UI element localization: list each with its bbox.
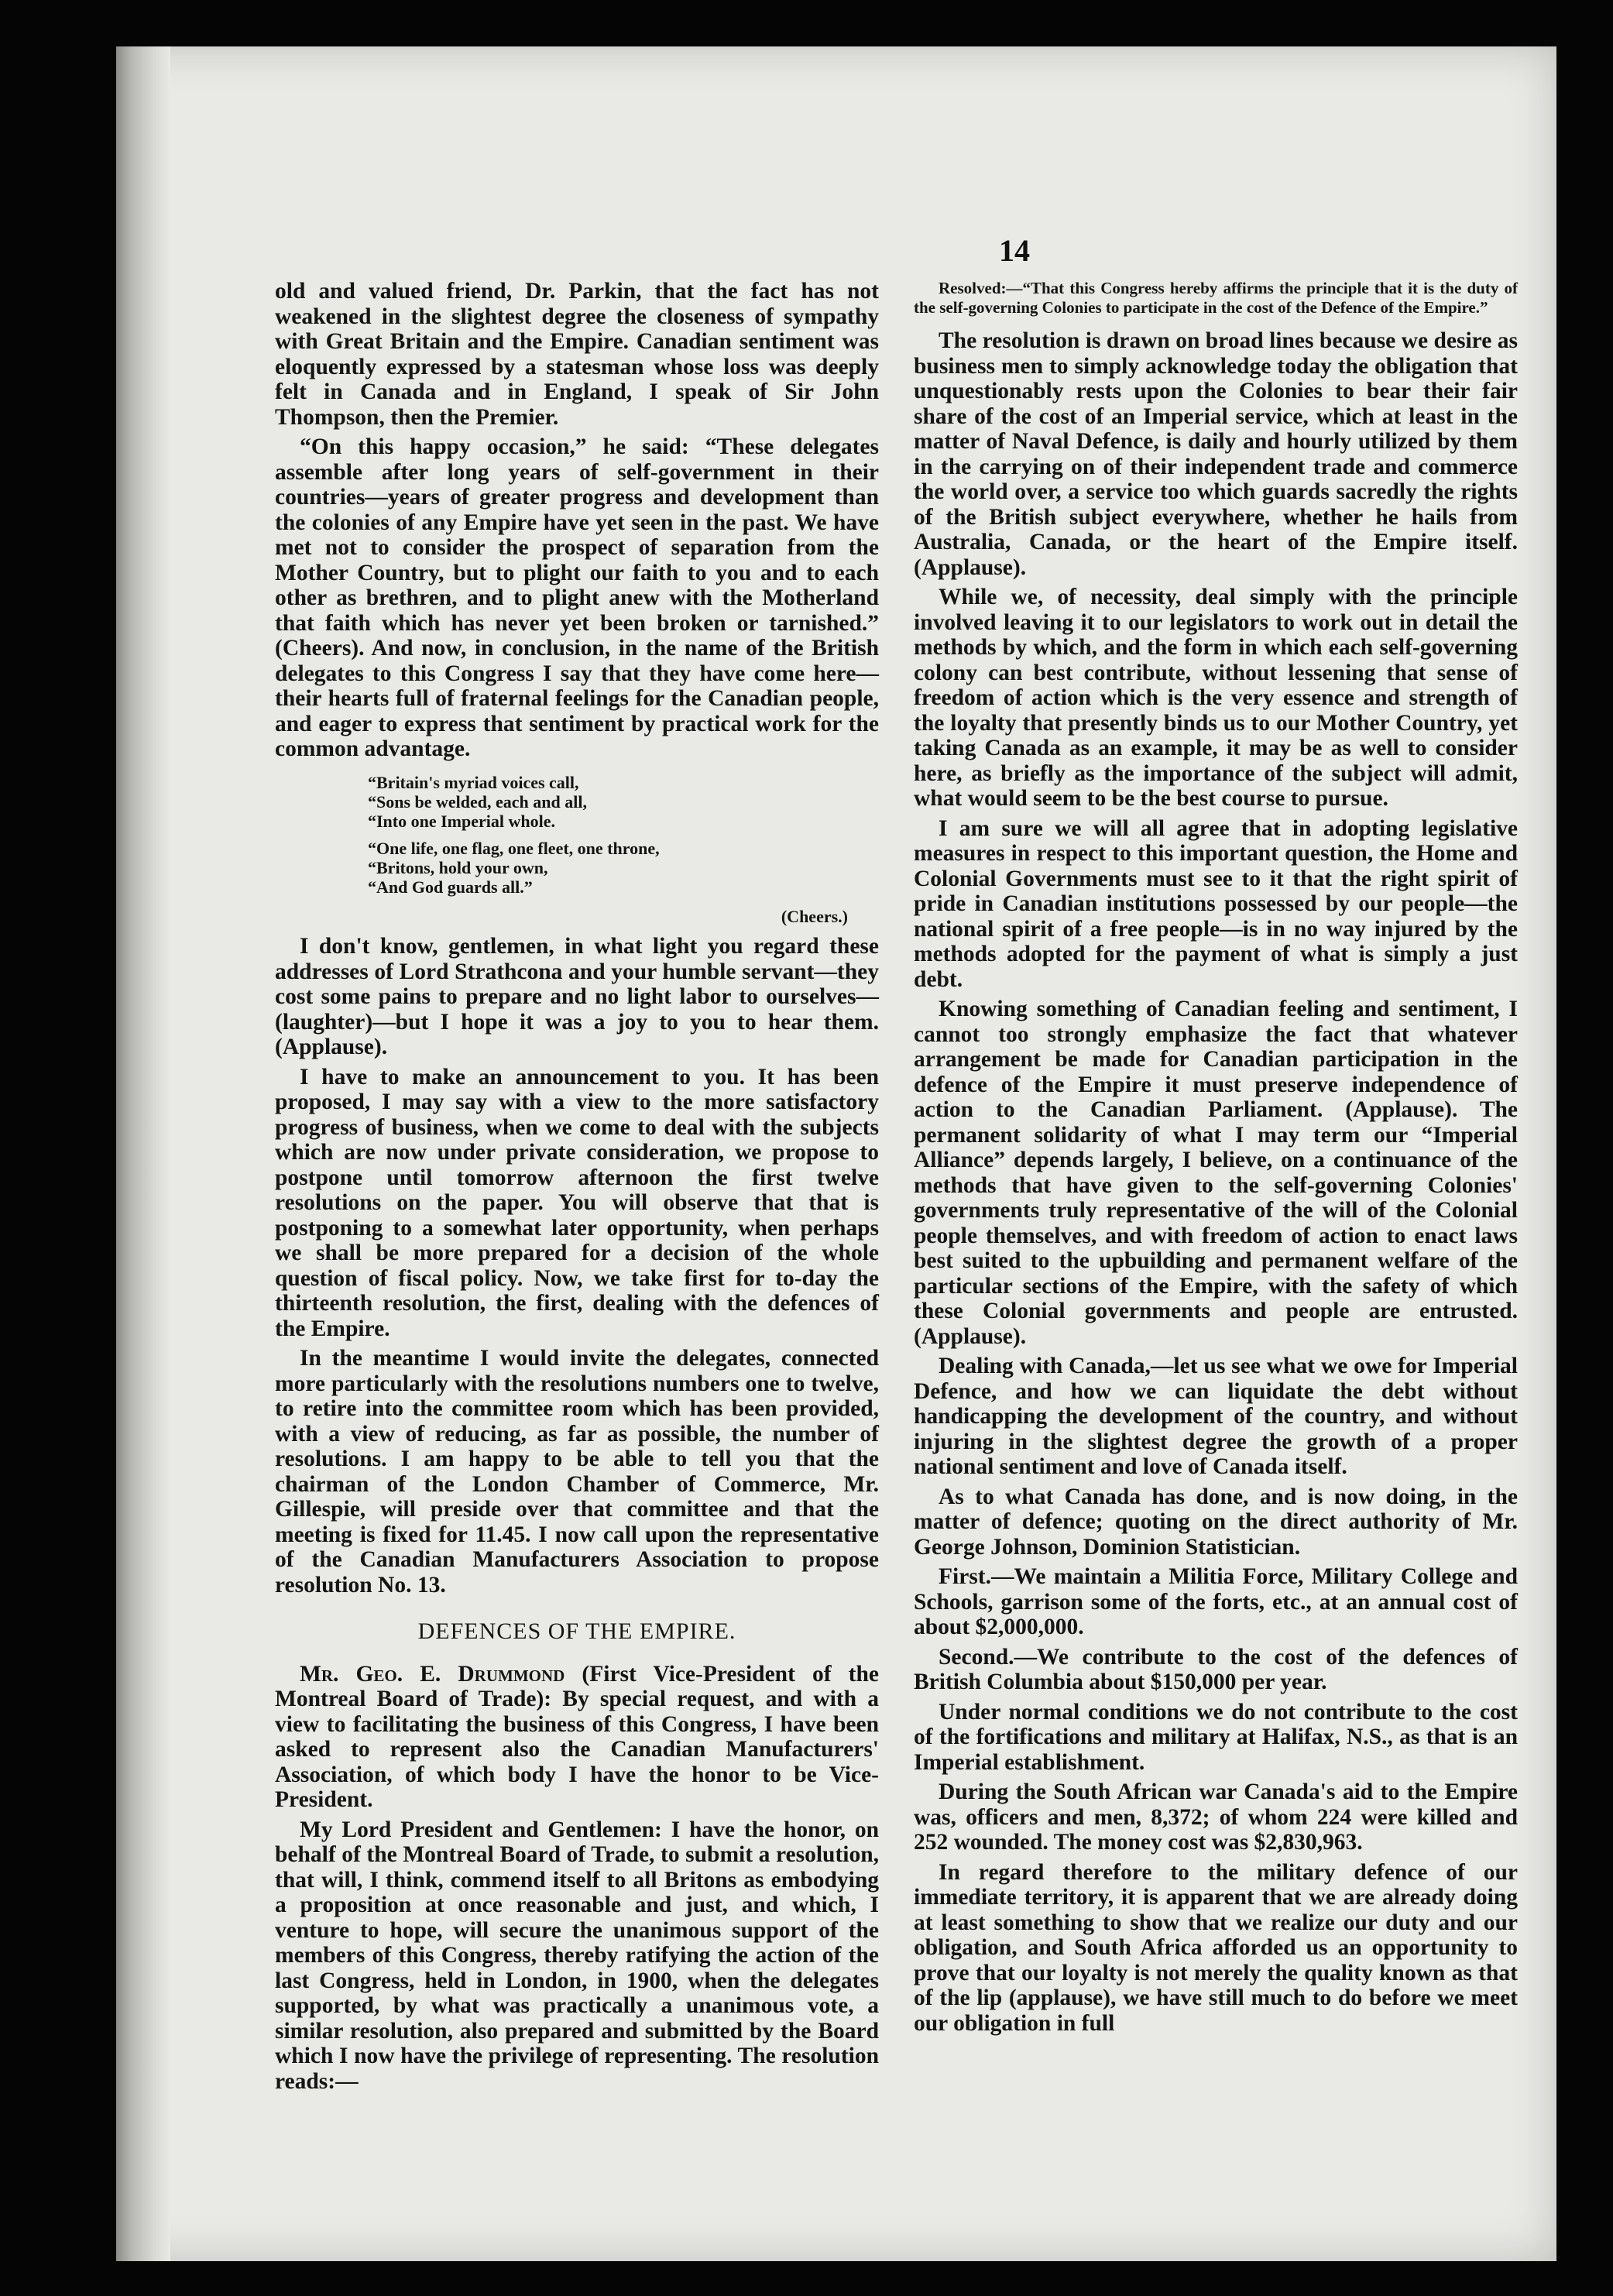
paragraph: Second.—We contribute to the cost of the defences of British Columbia about $150,000 per year.	[914, 1644, 1518, 1694]
page-number: 14	[999, 233, 1030, 268]
poem-line: “Into one Imperial whole.	[368, 811, 555, 831]
scanned-page	[116, 46, 1556, 2261]
paragraph: As to what Canada has done, and is now doing, in the matter of defence; quoting on the direct authority of Mr. George Johnson, Dominion Statistician.	[914, 1484, 1518, 1560]
poem-quote	[368, 773, 879, 897]
paragraph: Dealing with Canada,—let us see what we owe for Imperial Defence, and how we can liquidate the debt without handicapping the development of the country, and without injuring in the slightest degree the growth of a proper national sentiment and love of Canada itself.	[914, 1354, 1518, 1479]
poem-line: “Britain's myriad voices call,	[368, 772, 579, 792]
paragraph: In regard therefore to the military defence of our immediate territory, it is apparent that we are already doing at least something to show that we realize our duty and our obligation, and South Africa afforded us an opportunity to prove that our loyalty is not merely the quality known as that of the lip (applause), we have still much to do before we meet our obligation in full	[914, 1859, 1518, 2036]
paragraph: Under normal conditions we do not contribute to the cost of the fortifications and military at Halifax, N.S., as that is an Imperial establishment.	[914, 1699, 1518, 1775]
poem-line: “One life, one flag, one fleet, one throne,	[368, 838, 660, 858]
page-binding-shadow	[116, 46, 170, 2261]
right-column	[914, 279, 1518, 2040]
paragraph: While we, of necessity, deal simply with the principle involved leaving it to our legislators to work out in detail the methods by which, and the form in which each self-governing colony can best contribute, without lessening that sense of freedom of action which is the very essence and strength of the loyalty that presently binds us to our Mother Country, yet taking Canada as an example, it may be as well to consider here, as briefly as the importance of the subject will admit, what would seem to be the best course to pursue.	[914, 585, 1518, 811]
paragraph	[275, 1662, 879, 1813]
paragraph: The resolution is drawn on broad lines because we desire as business men to simply acknowledge today the obligation that unquestionably rests upon the Colonies to bear their fair share of the cost of an Imperial service, which at least in the matter of Naval Defence, is daily and hourly utilized by them in the carrying on of their independent trade and commerce the world over, a service too which guards sacredly the rights of the British subject everywhere, whether he hails from Australia, Canada, or the heart of the Empire itself. (Applause).	[914, 328, 1518, 580]
paragraph: old and valued friend, Dr. Parkin, that the fact has not weakened in the slightest degree the closeness of sympathy with Great Britain and the Empire. Canadian sentiment was eloquently expressed by a statesman whose loss was deeply felt in Canada and in England, I speak of Sir John Thompson, then the Premier.	[275, 279, 879, 430]
poem-stanza	[368, 773, 879, 831]
left-column	[275, 279, 879, 2099]
poem-line: “Britons, hold your own,	[368, 857, 548, 877]
paragraph: Knowing something of Canadian feeling and sentiment, I cannot too strongly emphasize the fact that whatever arrangement be made for Canadian participation in the defence of the Empire it must preserve independence of action to the Canadian Parliament. (Applause). The permanent solidarity of what I may term our “Imperial Alliance” depends largely, I believe, on a continuance of the methods that have given to the self-governing Colonies' governments truly representative of the will of the Colonial people themselves, and with freedom of action to enact laws best suited to the upbuilding and permanent welfare of the particular sections of the Empire, with the safety of which these Colonial governments and people are entrusted. (Applause).	[914, 997, 1518, 1349]
poem-line: “And God guards all.”	[368, 877, 533, 897]
speaker-name: Mr. Geo. E. Drummond	[300, 1661, 565, 1687]
paragraph: First.—We maintain a Militia Force, Military College and Schools, garrison some of the forts, etc., at an annual cost of about $2,000,000.	[914, 1564, 1518, 1639]
paragraph: In the meantime I would invite the delegates, connected more particularly with the resolutions numbers one to twelve, to retire into the committee room which has been provided, with a view of reducing, as far as possible, the number of resolutions. I am happy to be able to tell you that the chairman of the London Chamber of Commerce, Mr. Gillespie, will preside over that committee and that the meeting is fixed for 11.45. I now call upon the representative of the Canadian Manufacturers Association to propose resolution No. 13.	[275, 1346, 879, 1598]
paragraph-text: (First Vice-President of the Montreal Board of Trade): By special request, and with a view to facilitating the business of this Congress, I have been asked to represent also the Canadian Manufacturers' Association, of which body I have the honor to be Vice-President.	[275, 1661, 879, 1812]
paragraph: I have to make an announcement to you. It has been proposed, I may say with a view to the more satisfactory progress of business, when we come to deal with the subjects which are now under private consideration, we propose to postpone until tomorrow afternoon the first twelve resolutions on the paper. You will observe that that is postponing to a somewhat later opportunity, when perhaps we shall be more prepared for a decision of the whole question of fiscal policy. Now, we take first for to-day the thirteenth resolution, the first, dealing with the defences of the Empire.	[275, 1064, 879, 1341]
cheers-note: (Cheers.)	[781, 906, 848, 926]
paragraph: I don't know, gentlemen, in what light you regard these addresses of Lord Strathcona and your humble servant—they cost some pains to prepare and no light labor to ourselves—(laughter)—but I hope it was a joy to you to hear them. (Applause).	[275, 934, 879, 1059]
paragraph: My Lord President and Gentlemen: I have the honor, on behalf of the Montreal Board of Trade, to submit a resolution, that will, I think, commend itself to all Britons as embodying a proposition at once reasonable and just, and which, I venture to hope, will secure the unanimous support of the members of this Congress, thereby ratifying the action of the last Congress, held in London, in 1900, when the delegates supported, by what was practically a unanimous vote, a similar resolution, also prepared and submitted by the Board which I now have the privilege of representing. The resolution reads:—	[275, 1817, 879, 2094]
paragraph: During the South African war Canada's aid to the Empire was, officers and men, 8,372; of whom 224 were killed and 252 wounded. The money cost was $2,830,963.	[914, 1779, 1518, 1855]
resolution-text: Resolved:—“That this Congress hereby affirms the principle that it is the duty of the self-governing Colonies to participate in the cost of the Defence of the Empire.”	[914, 279, 1518, 317]
section-heading: DEFENCES OF THE EMPIRE.	[417, 1618, 736, 1644]
paragraph: I am sure we will all agree that in adopting legislative measures in respect to this important question, the Home and Colonial Governments must see to it that the right spirit of pride in Canadian institutions possessed by our people—the national spirit of a free people—is in no way injured by the methods adopted for the payment of what is simply a just debt.	[914, 815, 1518, 992]
poem-stanza	[368, 839, 879, 897]
paragraph: “On this happy occasion,” he said: “These delegates assemble after long years of self-government in their countries—years of greater progress and development than the colonies of any Empire have yet seen in the past. We have met not to consider the prospect of separation from the Mother Country, but to plight our faith to you and to each other as brethren, and to plight anew with the Motherland that faith which has never yet been broken or tarnished.” (Cheers). And now, in conclusion, in the name of the British delegates to this Congress I say that they have come here—their hearts full of fraternal feelings for the Canadian people, and eager to express that sentiment by practical work for the common advantage.	[275, 434, 879, 761]
poem-line: “Sons be welded, each and all,	[368, 791, 587, 812]
